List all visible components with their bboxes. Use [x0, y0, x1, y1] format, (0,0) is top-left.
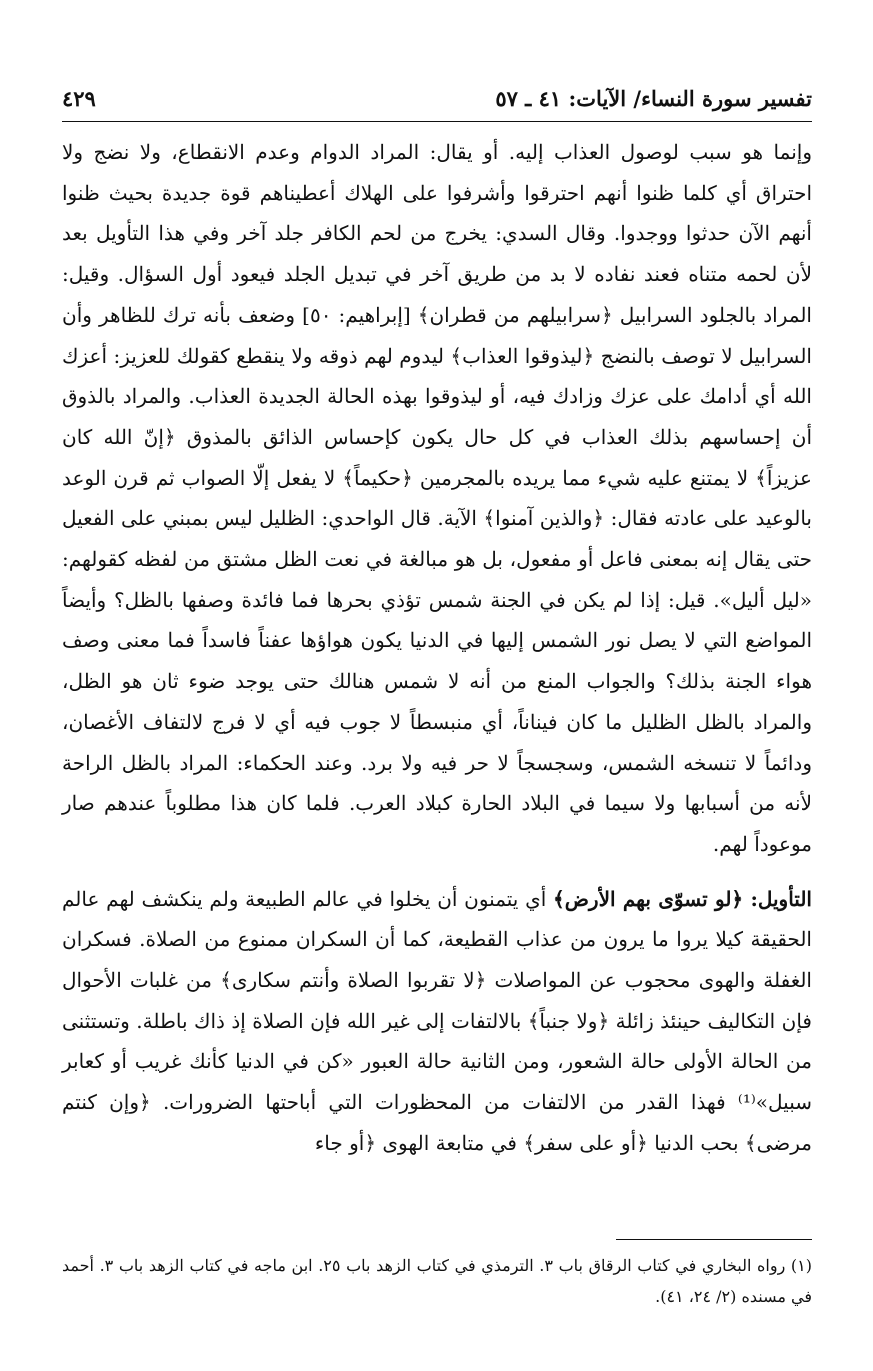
- header-title: تفسير سورة النساء/ الآيات: ٤١ ـ ٥٧: [495, 86, 812, 111]
- footnote: (١) رواه البخاري في كتاب الرقاق باب ٣. الترمذي في كتاب الزهد باب ٢٥. ابن ماجه في كتاب الزهد باب ٣. أحمد في مسنده (٢/ ٢٤، ٤١).: [62, 1256, 813, 1306]
- page-number: ٤٢٩: [62, 86, 96, 111]
- header-divider: [62, 121, 812, 122]
- page-body: [62, 132, 812, 1164]
- commentary-text: وإنما هو سبب لوصول العذاب إليه. أو يقال: المراد الدوام وعدم الانقطاع، ولا نضج ولا احتراق أي كلما ظنوا أنهم احترقوا وأشرفوا على الهلاك أعطيناهم قوة جديدة بحيث ظنوا أنهم الآن حدثوا ووجدوا. وقال السدي: يخرج من لحم الكافر جلد آخر وفي هذا التأويل بعد لأن لحمه متناه فعند نفاده لا بد من طريق آخر في تبديل الجلد فيعود أول السؤال. وقيل: المراد بالجلود السرابيل ﴿سرابيلهم من قطران﴾ [إبراهيم: ٥٠] وضعف بأنه ترك للظاهر وأن السرابيل لا توصف بالنضج ﴿ليذوقوا العذاب﴾ ليدوم لهم ذوقه ولا ينقطع كقولك للعزيز: أعزك الله أي أدامك على عزك وزادك فيه، أو ليذوقوا بهذه الحالة الجديدة العذاب. والمراد بالذوق أن إحساسهم بذلك العذاب في كل حال يكون كإحساس الذائق بالمذوق ﴿إنّ الله كان عزيزاً﴾ لا يمتنع عليه شيء مما يريده بالمجرمين ﴿حكيماً﴾ لا يفعل إلّا الصواب ثم قرن الوعد بالوعيد على عادته فقال: ﴿والذين آمنوا﴾ الآية. قال الواحدي: الظليل ليس بمبني على الفعيل حتى يقال إنه بمعنى فاعل أو مفعول، بل هو مبالغة في نعت الظل مشتق من لفظه كقولهم: «ليل أليل». قيل: إذا لم يكن في الجنة شمس تؤذي بحرها فما فائدة وصفها بالظل؟ وأيضاً المواضع التي لا يصل نور الشمس إليها في الدنيا يكون هواؤها عفناً فاسداً فما معنى وصف هواء الجنة بذلك؟ والجواب المنع من أنه لا شمس هنالك حتى يوجد ضوء ثان هو الظل، والمراد بالظل الظليل ما كان فيناناً، أي منبسطاً لا جوب فيه أي لا فرج لالتفاف الأغصان، ودائماً لا تنسخه الشمس، وسجسجاً لا حر فيه ولا برد. وعند الحكماء: المراد بالظل الراحة لأنه من أسبابها ولا سيما في البلاد الحارة كبلاد العرب. فلما كان هذا مطلوباً عندهم صار موعوداً لهم.: [62, 140, 812, 856]
- interpretation-heading: التأويل: ﴿لو تسوّى بهم الأرض﴾: [553, 886, 812, 911]
- footnote-divider: [616, 1239, 812, 1240]
- interpretation-paragraph: [62, 879, 812, 1164]
- commentary-paragraph: [62, 132, 812, 865]
- running-header: [62, 86, 812, 118]
- interpretation-text: أي يتمنون أن يخلوا في عالم الطبيعة ولم ينكشف لهم عالم الحقيقة كيلا يروا ما يرون من عذاب القطيعة، كما أن السكران ممنوع من الصلاة. فسكران الغفلة والهوى محجوب عن المواصلات ﴿لا تقربوا الصلاة وأنتم سكارى﴾ من غلبات الأحوال فإن التكاليف حينئذ زائلة ﴿ولا جنباً﴾ بالالتفات إلى غير الله فإن الصلاة إذ ذاك باطلة. وتستثنى من الحالة الأولى حالة الشعور، ومن الثانية حالة العبور «كن في الدنيا كأنك غريب أو كعابر سبيل»⁽¹⁾ فهذا القدر من الالتفات من المحظورات التي أباحتها الضرورات. ﴿وإن كنتم مرضى﴾ بحب الدنيا ﴿أو على سفر﴾ في متابعة الهوى ﴿أو جاء: [62, 886, 812, 1155]
